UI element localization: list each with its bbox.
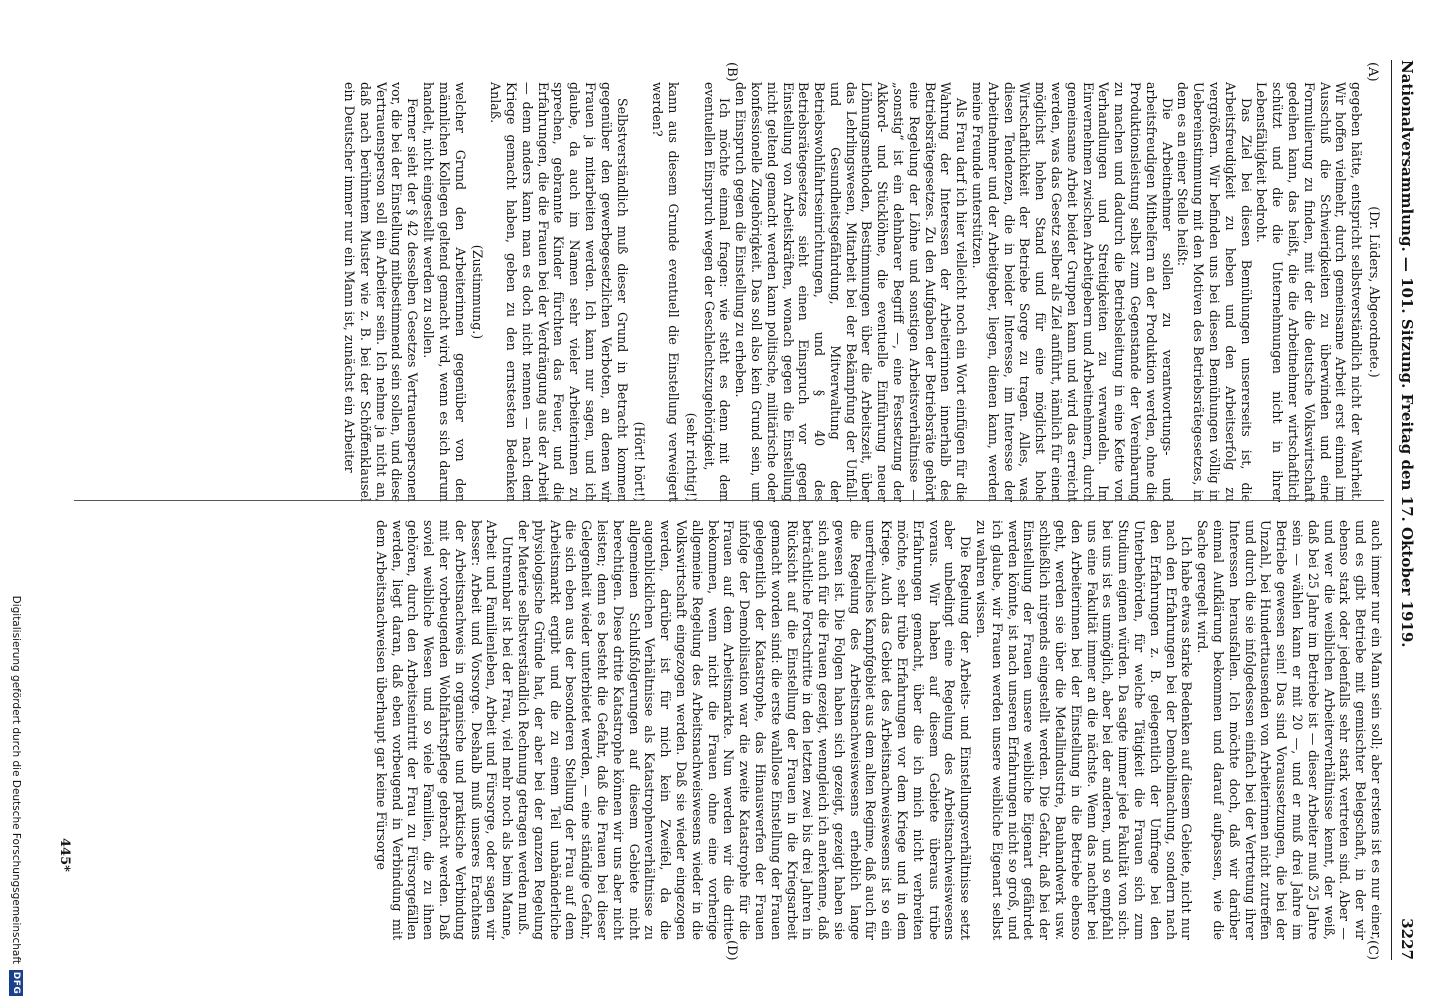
paragraph: auch immer nur ein Mann sein soll; aber erstens ist es nur einer, und es gibt Betriebe mit gemischter Belegschaft, in der wir ebenso stark oder jedenfalls sehr stark vertreten sind. Aber — und wer die weiblichen Arbeiterverhältnisse kennt, der weiß, daß bei 25 Jahre im Betriebe ist — dieser Arbeiter muß 25 Jahre sein — wählen kann er mit 20 —, und er muß drei Jahre im Betriebe gewesen sein! Das sind Voraussetzungen, die bei der Unzahl, bei Hunderttausenden von Arbeiterinnen nicht zutreffen und durch die sie infolgedessen einfach bei der Vertretung ihrer Interessen herausfallen. Ich möchte doch, daß wir darüber einmal Aufklärung bekommen und darauf aufpassen, wie die Sache geregelt wird. — [1195, 520, 1384, 940]
interjection: (Zustimmung.) — [470, 244, 486, 340]
speaker-line: (Dr. Lüders, Abgeordnete.) — [1367, 206, 1382, 378]
quoted-paragraph: Die Arbeitnehmer sollen zu verantwortungs- und arbeitsfreudigen Mithelfern an der Produktion werden, ohne die Produktionsleistung selbst zum Gegenstande der Vereinbarung zu machen und dadurch die Betriebsleitung in eine Kette von Verhandlungen und Streitigkeiten zu verwandeln. Im Einvernehmen zwischen Arbeitgebern und Arbeitnehmern, durch gemeinsame Arbeit beider Gruppen kann und wird das erreicht werden, was das Gesetz selber als Ziel anführt, nämlich für einen möglichst hohen Stand und für eine möglichst hohe Wirtschaftlichkeit der Betriebe Sorge zu tragen. Alles, was diesen Tendenzen, die in beider Interesse, im Interesse der Arbeitnehmer und der Arbeitgeber, liegen, dienen kann, werden meine Freunde unterstützen. — [970, 82, 1175, 502]
paragraph: Als Frau darf ich hier vielleicht noch ein Wort einfügen für die Wahrung der Interessen der Arbeiterinnen innerhalb des Betriebsrätegesetzes. Zu den Aufgaben der Betriebsräte gehört eine Regelung der Löhne und sonstigen Arbeitsverhältnisse — „sonstig“ ist ein dehnbarer Begriff —, eine Festsetzung der Akkord- und Stücklöhne, die eventuelle Einführung neuer Löhnungsmethoden, Bestimmungen über die Arbeitszeit, über das Lehrlingswesen, Mitarbeit bei der Bekämpfung der Unfall- und Gesundheitsgefährdung, Mitverwaltung der Betriebswohlfahrtseinrichtungen, und § 40 des Betriebsrätegesetzes sieht einen Einspruch vor gegen Einstellung von Arbeitskräften, wonach gegen die Einstellung nicht geltend gemacht werden kann politische, militärische oder konfessionelle Zugehörigkeit. Das soll also kein Grund sein, um den Einspruch gegen die Einstellung zu erheben. — [733, 82, 970, 502]
margin-marker-a: (A) — [1365, 62, 1380, 82]
digitization-footer — [6, 4, 26, 996]
interjection: (Hört! hört!) — [632, 421, 648, 502]
paragraph: Untrennbar ist bei der Frau, viel mehr noch als beim Manne, Arbeit und Familienleben, Arbeit und Fürsorge, oder sagen wir besser: Arbeit und Vorsorge. Deshalb muß unseres Erachtens der Arbeitsnachweis in organische und praktische Verbindung mit der vorbeugenden Wohlfahrtspflege gebracht werden. Daß soviel weibliche Wesen und so viele Familien, die zu ihnen gehören, durch den Arbeitseintritt der Frau zu Fürsorgefällen werden, liegt daran, daß eben vorbeugend in Verbindung mit dem Arbeitsnachweisen überhaupt gar keine Fürsorge — [373, 520, 516, 940]
paragraph: Selbstverständlich muß dieser Grund in Betracht kommen gegenüber den gewerbegesetzlichen Verboten, an denen wir Frauen ja mitarbeiten werden. Ich kann nur sagen, und ich glaube, da auch im Namen sehr vieler Arbeiterinnen zu sprechen, gebrannte Kinder fürchten das Feuer, und die Erfahrungen, die die Frauen bei der Verdrängung aus der Arbeit — denn anders kann man es doch nicht nennen — nach dem Kriege gemacht haben, geben zu den ernstesten Bedenken Anlaß. — [488, 82, 630, 502]
right-column — [74, 520, 1384, 940]
margin-marker-b: (B) — [724, 62, 739, 82]
paragraph: Ferner sieht der § 42 desselben Gesetzes Vertrauenspersonen vor, die bei der Einstellung mitbestimmend sein sollen, und diese Vertrauensperson soll ein Arbeiter sein. Ich nehme ja nicht an, daß nach berühmtem Muster wie z. B. bei der Schöffenklausel ein Deutscher immer nur ein Mann ist, zunächst ein Arbeiter — [342, 82, 421, 502]
paragraph: kann aus diesem Grunde eventuell die Einstellung verweigert werden? — [650, 82, 681, 502]
dfg-logo-icon: DFG — [11, 971, 21, 995]
header-title: Nationalversammlung. — 101. Sitzung. Freitag den 17. Oktober 1919. — [1398, 60, 1416, 648]
header-rule — [1391, 60, 1392, 960]
paragraph: Ich möchte einmal fragen: wie steht es denn mit dem eventuellen Einspruch wegen der Geschlechtszugehörigkeit, — [701, 82, 733, 502]
paragraph: Ich habe etwas starke Bedenken auf diesem Gebiete, nicht nur nach den Erfahrungen bei der Demobilmachung, sondern nach den Erfahrungen z. B. gelegentlich der Umfrage bei den Unterbehörden, für welche Tätigkeit die Frauen sich zum Studium eignen würden. Da sagte immer jede Fakultät von sich: bei uns ist es unmöglich, aber bei der anderen, und so empfahl uns eine Fakultät immer an die nächste. Wenn das nachher bei den Arbeiterinnen bei der Einstellung in die Betriebe ebenso geht, werden sie über die Metallindustrie, Bauhandwerk usw. schließlich nirgends eingestellt werden. Die Gefahr, daß bei der Einstellung der Frauen unsere weibliche Eigenart gefährdet werden könnte, ist nach unseren Erfahrungen nicht so groß, und ich glaube, wir Frauen werden unsere weibliche Eigenart selbst zu wahren wissen. — [974, 520, 1195, 940]
paragraph: Die Regelung der Arbeits- und Einstellungsverhältnisse setzt aber unbedingt eine Regelung des Arbeitsnachweiswesens voraus. Wir haben auf diesem Gebiete überaus trübe Erfahrungen gemacht, über die ich mich nicht verbreiten möchte, sehr trübe Erfahrungen vor dem Kriege und in dem Kriege. Auch das Gebiet des Arbeitsnachweiswesens ist so ein unerfreuliches Kampfgebiet aus dem alten Regime, daß auch für die Regelung des Arbeitsnachweiswesens erheblich lange gewesen ist. Die Folgen haben sich gezeigt, gezeigt haben sie sich auch für die Frauen gezeigt, wenngleich ich anerkenne, daß beträchtliche Fortschritte in den letzten zwei bis drei Jahren in Rücksicht auf die Einstellung der Frauen in die Kriegsarbeit gemacht worden sind: die erste wahllose Einstellung der Frauen gelegentlich der Katastrophe, das Hinauswerfen der Frauen infolge der Demobilisation war die zweite Katastrophe für die Frauen auf dem Arbeitsmarkte. Nun werden wir die dritte bekommen, wenn nicht die Frauen ohne eine vorherige allgemeine Regelung des Arbeitsnachweiswesens wieder in die Volkswirtschaft eingezogen werden. Daß sie wieder eingezogen werden, darüber ist für mich kein Zweifel, da die augenblicklichen Verhältnisse als Katastrophenverhältnisse zu allgemeinen Schlußfolgerungen auf diesem Gebiete nicht berechtigen. Diese dritte Katastrophe können wir uns aber nicht leisten; denn es besteht die Gefahr, daß die Frauen bei dieser Gelegenheit wieder unterbietet werden, — eine ständige Gefahr, die sich eben aus der besonderen Stellung der Frau auf dem Arbeitsmarkt ergibt und die zu einem Teil unabänderliche physiologische Gründe hat, der aber bei der ganzen Regelung der Materie selbstverständlich Rechnung getragen werden muß. — [515, 520, 974, 940]
column-divider — [74, 500, 1384, 501]
margin-marker-d: (D) — [724, 940, 739, 961]
paragraph: welcher Grund den Arbeiterinnen gegenüber von den männlichen Kollegen geltend gemacht wird, wenn es sich darum handelt, nicht eingestellt werden zu sollen. — [420, 82, 468, 502]
footer-text: Digitalisierung gefördert durch die Deutsche Forschungsgemeinschaft — [10, 595, 22, 964]
left-column — [74, 82, 1384, 502]
bottom-page-number: 445* — [57, 838, 72, 872]
margin-marker-c: (C) — [1365, 940, 1380, 961]
header-page-number: 3227 — [1398, 918, 1416, 960]
paragraph: Das Ziel bei diesen Bemühungen unsererseits ist, die Arbeitsfreudigkeit zu heben und den Arbeitserfolg zu vergrößern. Wir befinden uns bei diesen Bemühungen völlig in Uebereinstimmung mit den Motiven des Betriebsrätegesetzes, in dem es an einer Stelle heißt: — [1175, 82, 1254, 502]
interjection: (sehr richtig!) — [683, 412, 699, 502]
paragraph: gegeben hätte, entspricht selbstverständlich nicht der Wahrheit. Wir hoffen vielmehr, durch gemeinsame Arbeit erst einmal im Ausschuß die Schwierigkeiten zu überwinden und eine Formulierung zu finden, mit der die deutsche Volkswirtschaft gedeihen kann, das heißt, die die Arbeitnehmer wirtschaftlich schützt und die die Unternehmungen nicht in ihrer Lebensfähigkeit bedroht. — [1254, 82, 1365, 502]
page-header — [1392, 60, 1416, 960]
